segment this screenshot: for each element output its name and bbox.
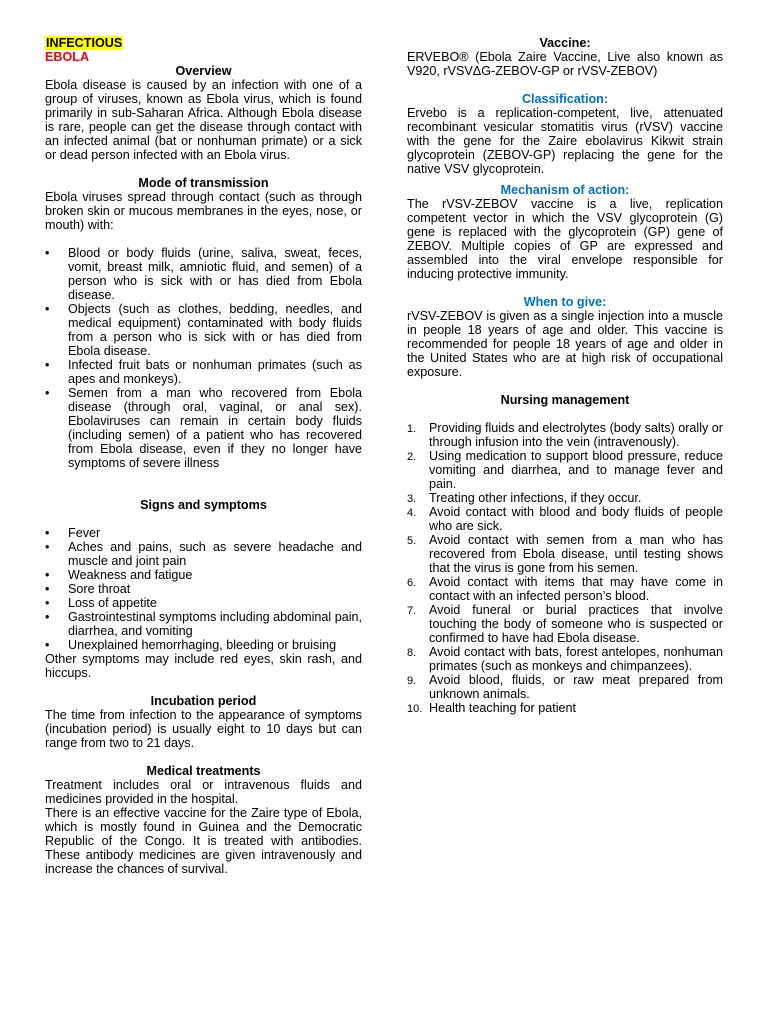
signs-heading: Signs and symptoms xyxy=(140,498,267,512)
list-item: • Aches and pains, such as severe headache and muscle and joint pain xyxy=(45,540,362,568)
transmission-heading: Mode of transmission xyxy=(138,176,269,190)
list-item: 5. Avoid contact with semen from a man who has recovered from Ebola disease, until testing shows that the virus is gone from his semen. xyxy=(407,533,723,575)
list-item: • Infected fruit bats or nonhuman primates (such as apes and monkeys). xyxy=(45,358,362,386)
category-heading: INFECTIOUS xyxy=(46,36,123,50)
signs-other-text: Other symptoms may include red eyes, skin rash, and hiccups. xyxy=(45,652,362,680)
list-item: 8. Avoid contact with bats, forest antelopes, nonhuman primates (such as monkeys and chimpanzees). xyxy=(407,645,723,673)
list-item: • Weakness and fatigue xyxy=(45,568,362,582)
list-item: • Unexplained hemorrhaging, bleeding or bruising xyxy=(45,638,362,652)
list-item: • Blood or body fluids (urine, saliva, sweat, feces, vomit, breast milk, amniotic fluid, and semen) of a person who is sick with or has died from Ebola disease. xyxy=(45,246,362,302)
overview-heading: Overview xyxy=(175,64,232,78)
list-item: • Sore throat xyxy=(45,582,362,596)
list-item: • Objects (such as clothes, bedding, needles, and medical equipment) contaminated with body fluids from a person who is sick with or has died from Ebola disease. xyxy=(45,302,362,358)
treatment-heading: Medical treatments xyxy=(146,764,261,778)
classification-heading: Classification: xyxy=(521,92,609,106)
nursing-heading: Nursing management xyxy=(500,393,630,407)
list-item: 1. Providing fluids and electrolytes (body salts) orally or through infusion into the vein (intravenously). xyxy=(407,421,723,449)
list-item: 7. Avoid funeral or burial practices that involve touching the body of someone who is suspected or confirmed to have had Ebola disease. xyxy=(407,603,723,645)
mechanism-text: The rVSV-ZEBOV vaccine is a live, replication competent vector in which the VSV glycoprotein (G) gene is replaced with the glycoprotein (GP) gene of ZEBOV. Multiple copies of GP are expressed and assembled into the viral envelope responsible for inducing protective immunity. xyxy=(407,197,723,281)
list-item: • Loss of appetite xyxy=(45,596,362,610)
list-item: • Fever xyxy=(45,526,362,540)
nursing-list xyxy=(407,421,723,715)
when-text: rVSV-ZEBOV is given as a single injection into a muscle in people 18 years of age and older. This vaccine is recommended for people 18 years of age and older in the United States who are at high risk of occupational exposure. xyxy=(407,309,723,379)
incubation-text: The time from infection to the appearance of symptoms (incubation period) is usually eight to 10 days but can range from two to 21 days. xyxy=(45,708,362,750)
document-title: EBOLA xyxy=(45,50,90,64)
list-item: 10. Health teaching for patient xyxy=(407,701,577,715)
right-column xyxy=(407,36,723,715)
list-item: • Semen from a man who recovered from Ebola disease (through oral, vaginal, or anal sex). Ebolaviruses can remain in certain body fluids (including semen) of a patient who has recovered from Ebola disease, even if they no longer have symptoms of severe illness xyxy=(45,386,362,470)
list-item: 9. Avoid blood, fluids, or raw meat prepared from unknown animals. xyxy=(407,673,723,701)
left-column xyxy=(45,36,362,876)
vaccine-heading: Vaccine: xyxy=(539,36,591,50)
list-item: • Gastrointestinal symptoms including abdominal pain, diarrhea, and vomiting xyxy=(45,610,362,638)
incubation-heading: Incubation period xyxy=(150,694,257,708)
list-item: 2. Using medication to support blood pressure, reduce vomiting and diarrhea, and to manage fever and pain. xyxy=(407,449,723,491)
list-item: 6. Avoid contact with items that may have come in contact with an infected person’s blood. xyxy=(407,575,723,603)
list-item: 3. Treating other infections, if they occur. xyxy=(407,491,642,505)
vaccine-text: ERVEBO® (Ebola Zaire Vaccine, Live also known as V920, rVSVΔG-ZEBOV-GP or rVSV-ZEBOV) xyxy=(407,50,723,78)
when-heading: When to give: xyxy=(523,295,607,309)
treatment-text-2: There is an effective vaccine for the Zaire type of Ebola, which is mostly found in Guinea and the Democratic Republic of the Congo. It is treated with antibodies. These antibody medicines are given intravenously and increase the chances of survival. xyxy=(45,806,362,876)
list-item: 4. Avoid contact with blood and body fluids of people who are sick. xyxy=(407,505,723,533)
classification-text: Ervebo is a replication-competent, live, attenuated recombinant vesicular stomatitis virus (rVSV) vaccine with the gene for the Zaire ebolavirus Kikwit strain glycoprotein (ZEBOV-GP) replacing the gene for the native VSV glycoprotein. xyxy=(407,106,723,176)
transmission-text: Ebola viruses spread through contact (such as through broken skin or mucous membranes in the eyes, nose, or mouth) with: xyxy=(45,190,362,232)
transmission-list xyxy=(45,246,362,470)
mechanism-heading: Mechanism of action: xyxy=(500,183,630,197)
overview-text: Ebola disease is caused by an infection with one of a group of viruses, known as Ebola virus, which is found primarily in sub-Saharan Africa. Although Ebola disease is rare, people can get the disease through contact with an infected animal (bat or nonhuman primate) or a sick or dead person infected with an Ebola virus. xyxy=(45,78,362,162)
signs-list xyxy=(45,526,362,652)
treatment-text-1: Treatment includes oral or intravenous fluids and medicines provided in the hospital. xyxy=(45,778,362,806)
